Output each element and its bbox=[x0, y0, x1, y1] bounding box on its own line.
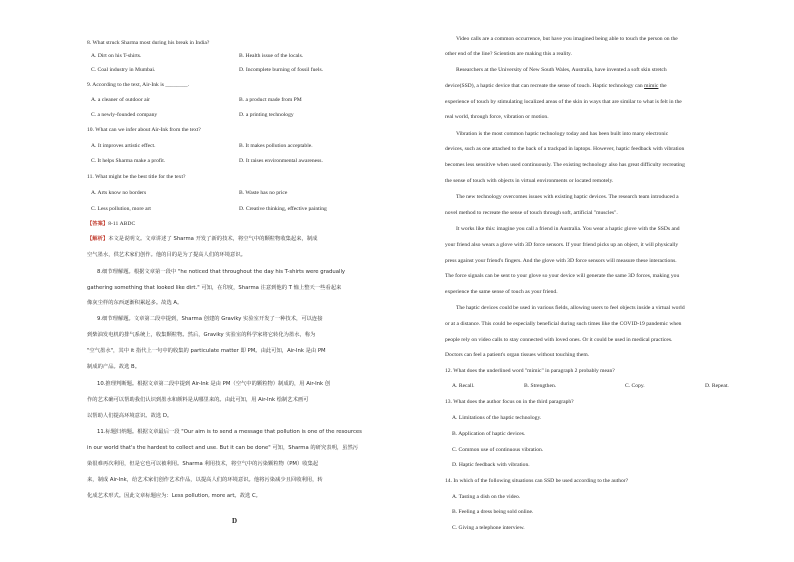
answer-label: 【答案】 bbox=[87, 221, 109, 227]
p6-line-2: people rely on video calls to stay connected with loved ones. Or it could be used in medical practices. bbox=[445, 337, 673, 343]
p3-line-1: devices, such as one attached to the back of a trackpad in laptops. However, haptic feedback with vibration bbox=[445, 146, 685, 152]
q14-stem: 14. In which of the following situations can SSD be used according to the author? bbox=[445, 478, 629, 484]
q12-option-a: A. Recall. bbox=[452, 383, 475, 389]
p5-line-3: The force signals can be sent to your glove so your device will generate the same 3D forces, making you bbox=[445, 273, 680, 279]
p3-line-3: the sense of touch with objects in virtual environments or located remotely. bbox=[445, 178, 614, 184]
q8-stem: 8. What struck Sharma most during his break in India? bbox=[87, 40, 210, 46]
q13-stem: 13. What does the author focus on in the third paragraph? bbox=[445, 399, 574, 405]
analysis-line-3: gathering something that looked like dirt." 可知，在印度，Sharma 注意到他的 T 恤上整天一些看起来 bbox=[87, 285, 342, 291]
analysis-line-7: "空气墨水"，其中 it 指代上一句中的收集的 particulate matter 即 PM。由此可知，Air-Ink 是由 PM bbox=[87, 348, 326, 354]
q8-option-d: D. Incomplete burning of fossil fuels. bbox=[239, 67, 324, 73]
q12-option-d: D. Repeat. bbox=[705, 383, 729, 389]
p3-line-2: becomes less sensitive when used continuously. The existing technology also has great difficulty recreating bbox=[445, 162, 685, 168]
p3-line-0: Vibration is the most common haptic technology today and has been built into many electronic bbox=[456, 131, 669, 137]
p6-line-3: Doctors can feel a patient's organ tissues without touching them. bbox=[445, 352, 590, 358]
q10-stem: 10. What can we infer about Air-Ink from the text? bbox=[87, 127, 201, 133]
analysis-line-16: 化成艺术形式。因此文章标题应为：Less pollution, more art。故选 C。 bbox=[87, 493, 261, 499]
analysis-line-4: 像灰尘样的东西逐渐积累起多。故选 A。 bbox=[87, 300, 183, 306]
q9-option-d: D. a printing technology bbox=[239, 112, 294, 118]
q14-option-b: B. Feeling a dress being sold online. bbox=[452, 509, 534, 515]
analysis-line-5: 9.细节理解题。文章第二段中提到，Sharma 创建的 Graviky 实验室开发了一种技术，可以连接 bbox=[97, 316, 323, 322]
p1-line-1: other end of the line? Scientists are making this a reality. bbox=[445, 51, 572, 57]
q9-option-a: A. a cleaner of outdoor air bbox=[91, 97, 151, 103]
q9-stem: 9. According to the text, Air-Ink is ________. bbox=[87, 82, 190, 88]
section-mark: D bbox=[232, 517, 238, 525]
p6-line-0: The haptic devices could be used in various fields, allowing users to feel objects inside a virtual world bbox=[456, 305, 685, 311]
q14-option-c: C. Giving a telephone interview. bbox=[452, 525, 525, 531]
q10-option-d: D. It raises environmental awareness. bbox=[239, 158, 323, 164]
q11-option-b: B. Waste has no price bbox=[239, 190, 288, 196]
analysis-line-12: 11.标题归纳题。根据文章最后一段 "Our aim is to send a message that pollution is one of the resources bbox=[97, 429, 362, 435]
q11-stem: 11. What might be the best title for the text? bbox=[87, 174, 186, 180]
analysis-line-0: 【解析】本文是说明文。文章讲述了 Sharma 开发了新的技术，将空气中的颗粒物收集起来，制成 bbox=[87, 236, 318, 242]
p5-line-4: experience the same sense of touch as your friend. bbox=[445, 289, 558, 295]
q10-option-b: B. It makes pollution acceptable. bbox=[239, 143, 313, 149]
q11-option-d: D. Creative thinking, effective painting bbox=[239, 206, 327, 212]
p1-line-0: Video calls are a common occurrence, but have you imagined being able to touch the person on the bbox=[456, 36, 678, 42]
q10-option-c: C. It helps Sharma make a profit. bbox=[91, 158, 166, 164]
p6-line-1: or at a distance. This could be especially beneficial during such times like the COVID-19 pandemic when bbox=[445, 321, 682, 327]
q9-option-b: B. a product made from PM bbox=[239, 97, 302, 103]
p5-line-0: It works like this: imagine you call a friend in Australia. You wear a haptic glove with the SSDs and bbox=[456, 226, 680, 232]
q13-option-a: A. Limitations of the haptic technology. bbox=[452, 415, 542, 421]
p2-line-1: device(SSD), a haptic device that can recreate the sense of touch. Haptic technology can mimic the bbox=[445, 83, 667, 89]
q13-option-c: C. Common use of continuous vibration. bbox=[452, 447, 544, 453]
p2-line-0: Researchers at the University of New South Wales, Australia, have invented a soft skin stretch bbox=[456, 67, 667, 73]
p4-line-1: novel method to recreate the sense of touch through soft, artificial "muscles". bbox=[445, 210, 618, 216]
analysis-line-11: 以帮助人们提高环境意识。故选 D。 bbox=[87, 413, 173, 419]
mimic-underlined: mimic bbox=[644, 83, 659, 89]
q8-option-b: B. Health issue of the locals. bbox=[239, 53, 304, 59]
q12-option-c: C. Copy. bbox=[625, 383, 645, 389]
p4-line-0: The new technology overcomes issues with existing haptic devices. The research team introduced a bbox=[456, 194, 679, 200]
q13-option-b: B. Application of haptic devices. bbox=[452, 431, 526, 437]
analysis-line-9: 10.推理判断题。根据文章第二段中提到 Air-Ink 是由 PM（空气中的颗粒物）制成的，用 Air-Ink 创 bbox=[97, 381, 331, 387]
q9-option-c: C. a newly-founded company bbox=[91, 112, 158, 118]
analysis-label: 【解析】 bbox=[87, 236, 109, 242]
q8-option-a: A. Dirt on his T-shirts. bbox=[91, 53, 142, 59]
answer-line bbox=[87, 221, 135, 228]
p5-line-2: press against your friend's fingers. And the glove with 3D force sensors will measure these interactions. bbox=[445, 258, 677, 264]
q11-option-a: A. Arts know no borders bbox=[91, 190, 147, 196]
analysis-line-15: 来，制成 Air-Ink，给艺术家们创作艺术作品，以提高人们的环境意识。他将污染减少且回收利用，转 bbox=[87, 477, 323, 483]
answer-text: 8-11 ABDC bbox=[108, 221, 136, 227]
q10-option-a: A. It improves artistic effect. bbox=[91, 143, 156, 149]
q11-option-c: C. Less pollution, more art bbox=[91, 206, 151, 212]
analysis-line-14: 染很难再次利用，但是它也可以被利用。Sharma 利用技术，将空气中的污染颗粒物（PM）收集起 bbox=[87, 461, 319, 467]
q13-option-d: D. Haptic feedback with vibration. bbox=[452, 462, 530, 468]
analysis-line-13: in our world that's the hardest to collect and use. But it can be done" 可知，Sharma 的研究表明，虽然污 bbox=[87, 445, 359, 451]
q8-option-c: C. Coal industry in Mumbai. bbox=[91, 67, 156, 73]
p2-line-3: real world, through force, vibration or motion. bbox=[445, 114, 549, 120]
analysis-line-6: 到柴油发电机的排气系统上，收集颗粒物。然后，Graviky 实验室的科学家将它转化为墨水，称为 bbox=[87, 332, 316, 338]
p5-line-1: your friend also wears a glove with 3D force sensors. If your friend picks up an object, it will physically bbox=[445, 242, 679, 248]
analysis-line-8: 制成的产品。故选 B。 bbox=[87, 364, 140, 370]
q12-option-b: B. Strengthen. bbox=[524, 383, 557, 389]
analysis-line-10: 作的艺术确可以帮助我们认识到墨水和颜料是从哪里来的。由此可知，用 Air-Ink 绘制艺术画可 bbox=[87, 397, 309, 403]
analysis-line-2: 8.细节理解题。根据文章第一段中 "he noticed that throughout the day his T-shirts were gradually bbox=[97, 269, 346, 275]
p2-line-2: experience of touch by stimulating localized areas of the skin in ways that are similar to what is felt in the bbox=[445, 99, 682, 105]
q12-stem: 12. What does the underlined word "mimic" in paragraph 2 probably mean? bbox=[445, 368, 615, 374]
analysis-line-1: 空气墨水，供艺术家们创作。他的目的是为了提高人们的环境意识。 bbox=[87, 252, 246, 258]
q14-option-a: A. Tasting a dish on the video. bbox=[452, 494, 521, 500]
